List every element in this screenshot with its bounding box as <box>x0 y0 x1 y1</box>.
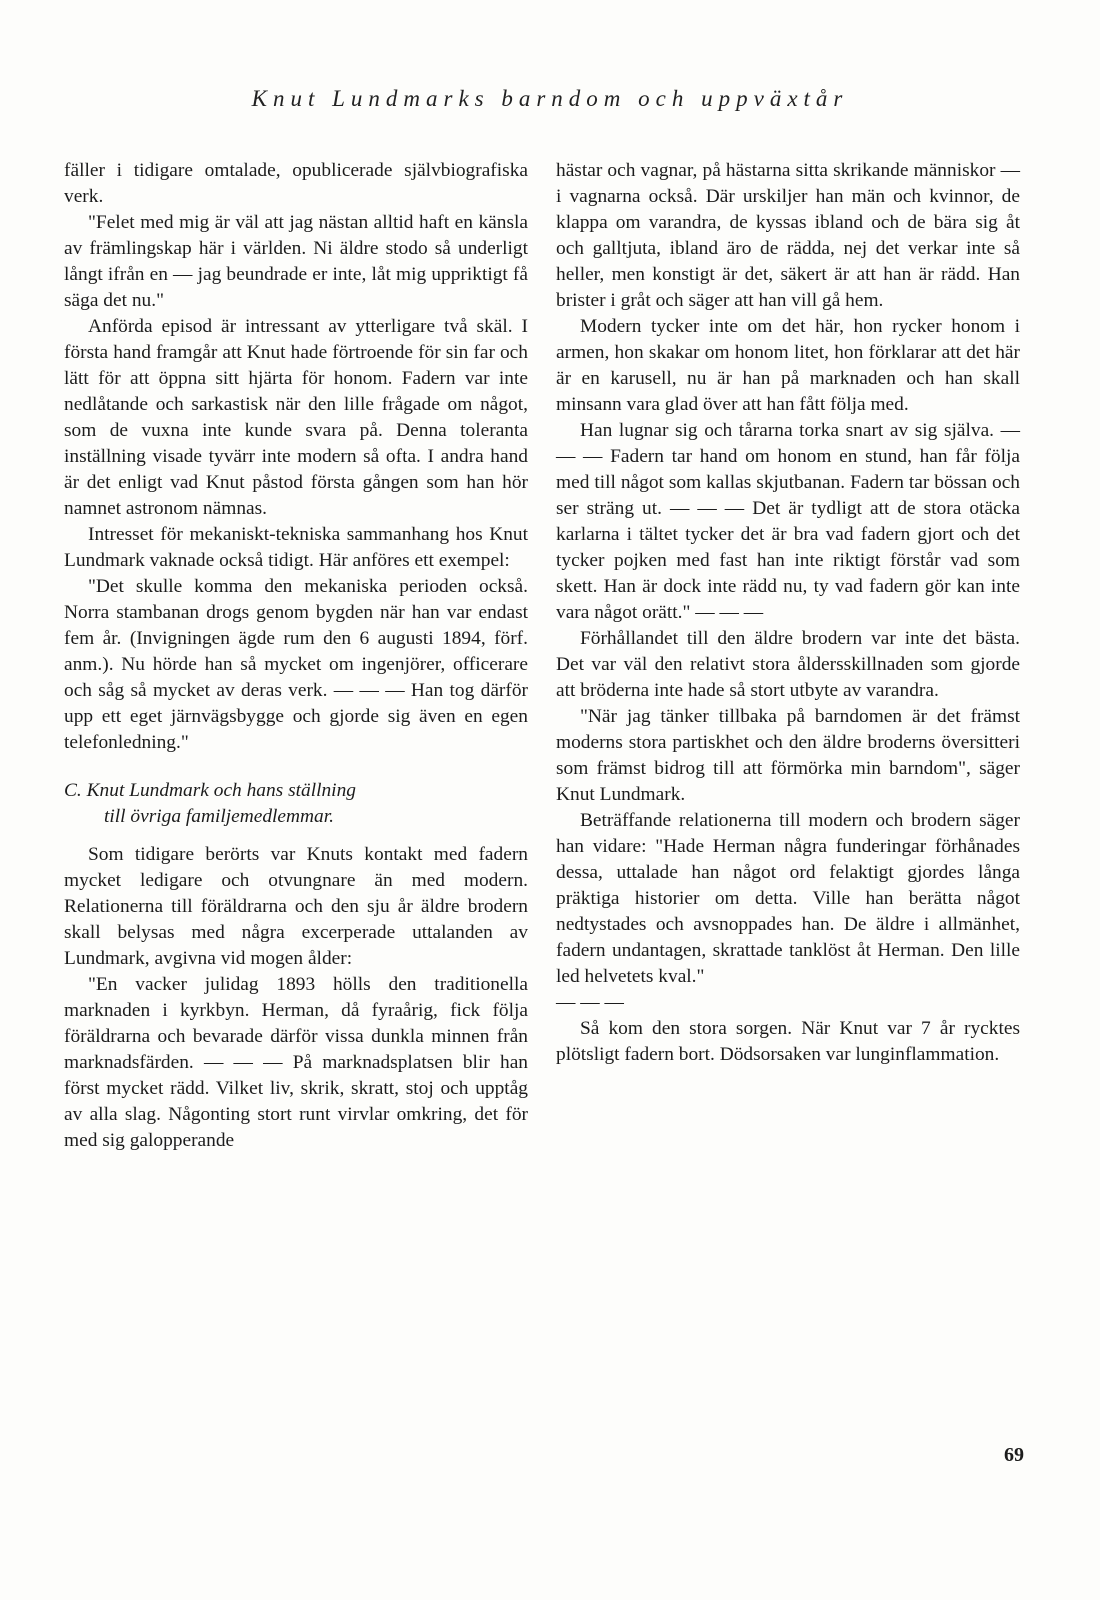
paragraph: Så kom den stora sorgen. När Knut var 7 år rycktes plötsligt fadern bort. Dödsorsaken var lunginflammation. <box>556 1018 1020 1065</box>
paragraph: Intresset för mekaniskt-tekniska sammanhang hos Knut Lundmark vaknade också tidigt. Här anföres ett exempel: <box>64 524 528 571</box>
paragraph: Som tidigare berörts var Knuts kontakt med fadern mycket ledigare och otvungnare än med modern. Relationerna till föräldrarna och den sju år äldre brodern skall belysas med några excerperade uttalanden av Lundmark, avgivna vid mogen ålder: <box>64 844 528 969</box>
paragraph: "Felet med mig är väl att jag nästan alltid haft en känsla av främlingskap här i världen. Ni äldre stodo så underligt långt ifrån en — jag beundrade er inte, låt mig uppriktigt få säga det nu." <box>64 212 528 311</box>
paragraph: Anförda episod är intressant av ytterligare två skäl. I första hand framgår att Knut hade förtroende för sin far och lätt för att öppna sitt hjärta för honom. Fadern var inte nedlåtande och sarkastisk när den lille frågade om något, som de vuxna inte kunde svara på. Denna toleranta inställning visade tyvärr inte modern så ofta. I andra hand är det enligt vad Knut påstod första gången som han hör namnet astronom nämnas. <box>64 316 528 519</box>
paragraph: Beträffande relationerna till modern och brodern säger han vidare: "Hade Herman några funderingar förhånades dessa, uttalade han något ord felaktigt gjordes långa präktiga historier om detta. Ville han berätta något nedtystades och avsnoppades han. De äldre i allmänhet, fadern undantagen, skrattade tanklöst åt Herman. Den lille led helvetets kval." <box>556 810 1020 987</box>
dash-separator: — — — <box>556 992 624 1013</box>
section-heading <box>64 778 528 830</box>
paragraph: fäller i tidigare omtalade, opublicerade självbiografiska verk. <box>64 160 528 207</box>
paragraph: Förhållandet till den äldre brodern var inte det bästa. Det var väl den relativt stora åldersskillnaden som gjorde att bröderna inte hade så stort utbyte av varandra. <box>556 628 1020 701</box>
running-title: Knut Lundmarks barndom och uppväxtår <box>251 86 849 111</box>
left-column <box>64 158 528 1154</box>
section-heading-line: C. Knut Lundmark och hans ställning <box>64 780 356 801</box>
paragraph: "Det skulle komma den mekaniska perioden också. Norra stambanan drogs genom bygden när han var endast fem år. (Invigningen ägde rum den 6 augusti 1894, förf. anm.). Nu hörde han så mycket om ingenjörer, officerare och såg så mycket av deras verk. — — — Han tog därför upp ett eget järnvägsbygge och gjorde sig även en egen telefonledning." <box>64 576 528 753</box>
paragraph: Han lugnar sig och tårarna torka snart av sig själva. — — — Fadern tar hand om honom en stund, han får följa med till något som kallas skjutbanan. Fadern tar bössan och ser sträng ut. — — — Det är tydligt att de stora otäcka karlarna i tältet tycker det är bra vad fadern gjort och det tycker pojken med fast han inte riktigt förstår vad som skett. Han är dock inte rädd nu, ty vad fadern gör kan inte vara något orätt." — — — <box>556 420 1020 623</box>
section-heading-line: till övriga familjemedlemmar. <box>104 806 334 827</box>
paragraph: "När jag tänker tillbaka på barndomen är det främst moderns stora partiskhet och den äldre broderns översitteri som främst bidrog till att förmörka min barndom", säger Knut Lundmark. <box>556 706 1020 805</box>
paragraph: "En vacker julidag 1893 hölls den traditionella marknaden i kyrkbyn. Herman, då fyraårig, fick följa föräldrarna och bevarade därför vissa dunkla minnen från marknadsfärden. — — — På marknadsplatsen blir han först mycket rädd. Vilket liv, skrik, skratt, stoj och upptåg av alla slag. Någonting stort runt virvlar omkring, det för med sig galopperande <box>64 974 528 1151</box>
page-number: 69 <box>1004 1444 1024 1466</box>
right-column <box>556 158 1020 1068</box>
paragraph: Modern tycker inte om det här, hon rycker honom i armen, hon skakar om honom litet, hon förklarar att det här är en karusell, nu är han på marknaden och han skall minsann vara glad över att han fått följa med. <box>556 316 1020 415</box>
paragraph: hästar och vagnar, på hästarna sitta skrikande människor — i vagnarna också. Där urskiljer han män och kvinnor, de klappa om varandra, de kyssas ibland och de bära sig åt och galltjuta, ibland äro de rädda, nej det verkar inte så heller, men konstigt är det, säkert är att han är rädd. Han brister i gråt och säger att han vill gå hem. <box>556 160 1020 311</box>
